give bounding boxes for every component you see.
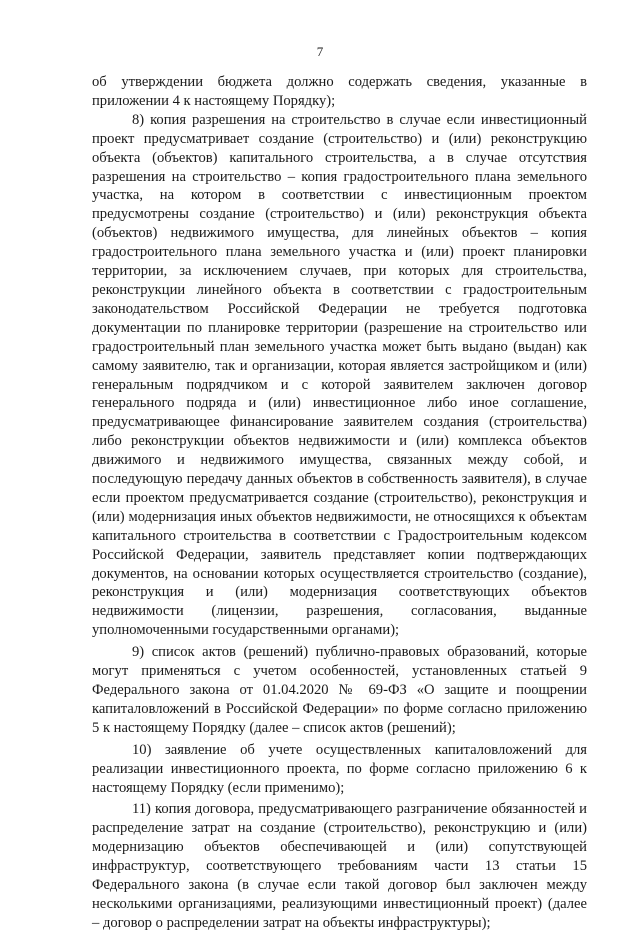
paragraph-item-10: 10) заявление об учете осуществленных капиталовложений для реализации инвестиционного проекта, по форме согласно приложению 6 к настоящему Порядку (если применимо); [92,741,587,796]
document-body [92,73,587,933]
paragraph-item-11: 11) копия договора, предусматривающего разграничение обязанностей и распределение затрат на создание (строительство), реконструкцию и (или) модернизацию объектов обеспечивающей и (или) сопутствующей инфраструктур, соответствующего требованиям части 13 статьи 15 Федерального закона (в случае если такой договор был заключен между несколькими организациями, реализующими инвестиционный проект) (далее – договор о распределении затрат на объекты инфраструктуры); [92,801,587,931]
paragraph-item-9: 9) список актов (решений) публично-правовых образований, которые могут применяться с учетом особенностей, установленных статьей 9 Федерального закона от 01.04.2020 № 69-ФЗ «О защите и поощрении капиталовложений в Российской Федерации» по форме согласно приложению 5 к настоящему Порядку (далее – список актов (решений); [92,644,587,736]
paragraph-item-8: 8) копия разрешения на строительство в случае если инвестиционный проект предусматривает создание (строительство) и (или) реконструкцию объекта (объектов) капитального строительства, а в случае отсутствия разрешения на строительство – копия градостроительного плана земельного участка, на котором в соответствии с инвестиционным проектом предусмотрены создание (строительство) и (или) реконструкция объекта (объектов) недвижимого имущества, для линейных объектов – копия градостроительного плана земельного участка и (или) проект планировки территории, за исключением случаев, при которых для строительства, реконструкции линейного объекта в соответствии с градостроительным законодательством Российской Федерации не требуется подготовка документации по планировке территории (разрешение на строительство или градостроительный план земельного участка может быть выдано (выдан) как самому заявителю, так и организации, которая является застройщиком и (или) генеральным подрядчиком и с которой заявителем заключен договор генерального подряда и (или) инвестиционное либо иное соглашение, предусматривающее финансирование заявителем создания (строительства) либо реконструкции объектов недвижимости и (или) комплекса объектов движимого и недвижимого имущества, связанных между собой, и последующую передачу данных объектов в собственность заявителя), в случае если проектом предусматривается создание (строительство), реконструкция и (или) модернизация иных объектов недвижимости, не относящихся к объектам капитального строительства в соответствии с Градостроительным кодексом Российской Федерации, заявитель представляет копии подтверждающих документов, на основании которых осуществляется строительство (создание), реконструкция и (или) модернизация соответствующих объектов недвижимости (лицензии, разрешения, согласования, выданные уполномоченными государственными органами); [92,111,587,639]
page-number: 7 [316,44,324,59]
paragraph-budget-decision-continuation: об утверждении бюджета должно содержать сведения, указанные в приложении 4 к настоящему Порядку); [92,74,587,109]
